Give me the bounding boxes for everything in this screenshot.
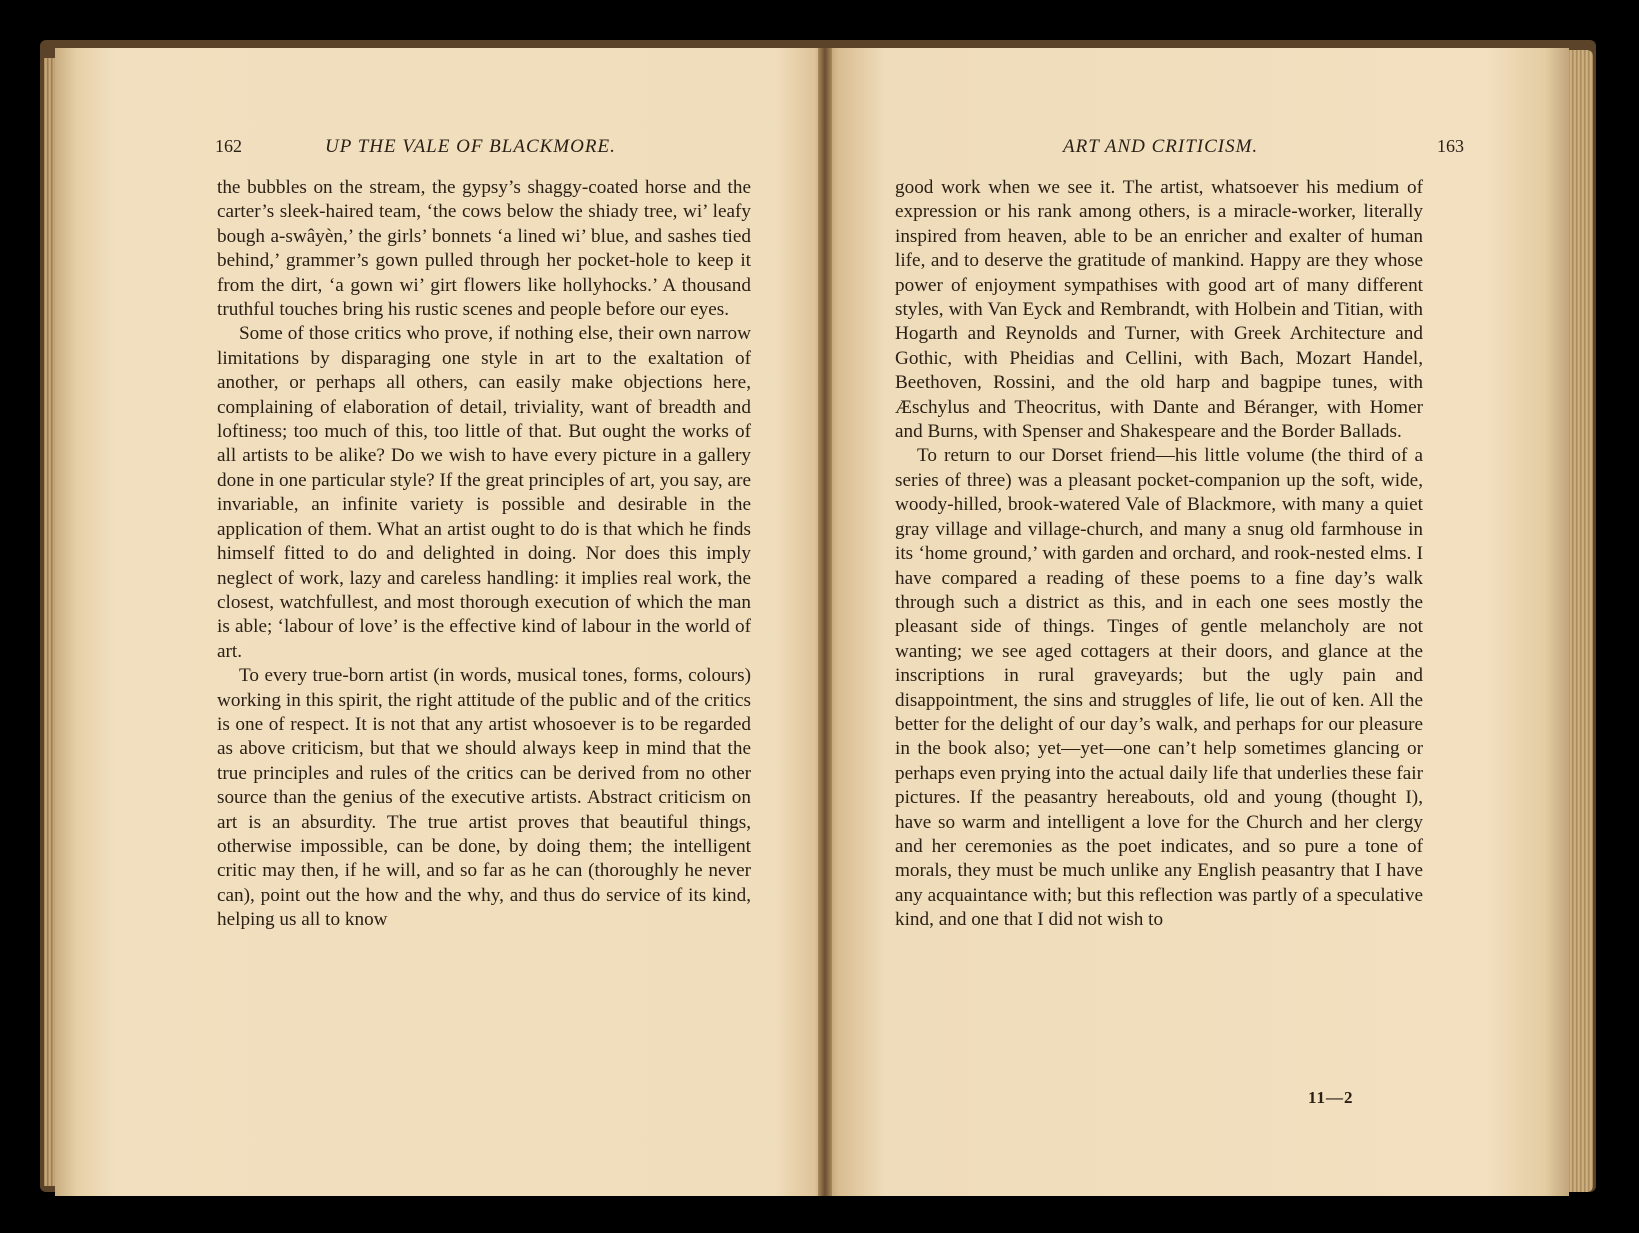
right-running-head: ART AND CRITICISM. xyxy=(1063,136,1259,157)
right-page-body xyxy=(895,176,1423,933)
left-page-body xyxy=(217,176,751,933)
right-paragraph-1: good work when we see it. The artist, whatsoever his medium of expression or his rank among others, is a miracle-worker, literally inspired from heaven, able to be an enricher and exalter of human life, and to deserve the gratitude of mankind. Happy are they whose power of enjoyment sympathises with good art of many different styles, with Van Eyck and Rembrandt, with Holbein and Titian, with Hogarth and Reynolds and Turner, with Greek Architecture and Gothic, with Pheidias and Cellini, with Bach, Mozart Handel, Beethoven, Rossini, and the old harp and bagpipe tunes, with Æschylus and Theocritus, with Dante and Béranger, with Homer and Burns, with Spenser and Shakespeare and the Border Ballads. xyxy=(895,177,1423,443)
right-page xyxy=(825,48,1569,1196)
left-paragraph-3: To every true-born artist (in words, musical tones, forms, colours) working in this spirit, the right attitude of the public and of the critics is one of respect. It is not that any artist whosoever is to be regarded as above criticism, but that we should always keep in mind that the true principles and rules of the critics can be derived from no other source than the genius of the executive artists. Abstract criticism on art is an absurdity. The true artist proves that beautiful things, otherwise impossible, can be done, by doing them; the intelligent critic may then, if he will, and so far as he can (thoroughly he never can), point out the how and the why, and thus do service of its kind, helping us all to know xyxy=(217,665,751,931)
book-gutter xyxy=(818,48,832,1196)
left-page xyxy=(55,48,825,1196)
right-paragraph-2: To return to our Dorset friend—his little volume (the third of a series of three) was a pleasant pocket-companion up the soft, wide, woody-hilled, brook-watered Vale of Blackmore, with many a quiet gray village and village-church, and many a snug old farmhouse in its ‘home ground,’ with garden and orchard, and rook-nested elms. I have compared a reading of these poems to a fine day’s walk through such a district as this, and in each one sees mostly the pleasant side of things. Tinges of gentle melancholy are not wanting; we see aged cottagers at their doors, and glance at the inscriptions in rural graveyards; but the ugly pain and disappointment, the sins and struggles of life, lie out of ken. All the better for the delight of our day’s walk, and perhaps for our pleasure in the book also; yet—yet—one can’t help sometimes glancing or perhaps even prying into the actual daily life that underlies these fair pictures. If the peasantry hereabouts, old and young (thought I), have so warm and intelligent a love for the Church and her clergy and her ceremonies as the poet indicates, and so pure a tone of morals, they must be much unlike any English peasantry that I have any acquaintance with; but this reflection was partly of a speculative kind, and one that I did not wish to xyxy=(895,445,1423,931)
right-page-edges xyxy=(1569,50,1593,1192)
left-running-head: UP THE VALE OF BLACKMORE. xyxy=(325,136,616,157)
left-page-header xyxy=(215,136,805,176)
left-page-number: 162 xyxy=(215,136,242,156)
right-page-number: 163 xyxy=(1437,136,1464,156)
left-paragraph-2: Some of those critics who prove, if nothing else, their own narrow limitations by disparaging one style in art to the exaltation of another, or perhaps all others, can easily make objections here, complaining of elaboration of detail, triviality, want of breadth and loftiness; too much of this, too little of that. But ought the works of all artists to be alike? Do we wish to have every picture in a gallery done in one particular style? If the great principles of art, you say, are invariable, an infinite variety is possible and desirable in the application of them. What an artist ought to do is that which he finds himself fitted to do and delighted in doing. Nor does this imply neglect of work, lazy and careless handling: it implies real work, the closest, watchfullest, and most thorough execution of which the man is able; ‘labour of love’ is the effective kind of labour in the world of art. xyxy=(217,323,751,662)
signature-mark: 11—2 xyxy=(1308,1088,1354,1107)
right-page-header xyxy=(895,136,1495,176)
left-paragraph-1: the bubbles on the stream, the gypsy’s shaggy-coated horse and the carter’s sleek-haired team, ‘the cows below the shiady tree, wi’ leafy bough a-swâyèn,’ the girls’ bonnets ‘a lined wi’ blue, and sashes tied behind,’ grammer’s gown pulled through her pocket-hole to keep it from the dirt, ‘a gown wi’ girt flowers like hollyhocks.’ A thousand truthful touches bring his rustic scenes and people before our eyes. xyxy=(217,177,751,321)
